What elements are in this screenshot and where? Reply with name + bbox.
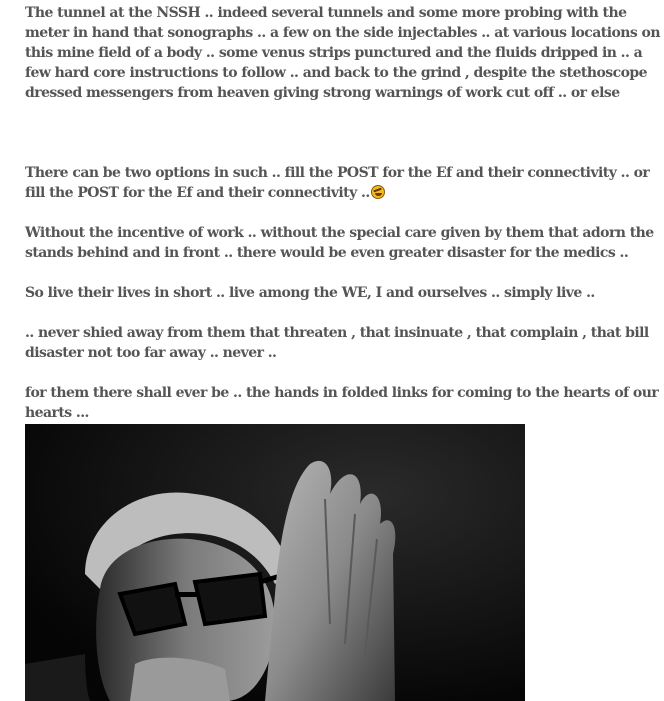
paragraph-3: Without the incentive of work .. without the special care given by them that adorn the stands behind and in front .. there would be even greater disaster for the medics .. bbox=[25, 225, 654, 261]
folded-hands-photo[interactable] bbox=[25, 424, 525, 701]
blog-post-body bbox=[25, 3, 664, 423]
spacer bbox=[25, 203, 664, 223]
paragraph-2-text: There can be two options in such .. fill the POST for the Ef and their connectivity .. or fill the POST for the Ef and their connectivity .. bbox=[25, 165, 650, 201]
paragraph-2 bbox=[25, 163, 664, 203]
spacer bbox=[25, 303, 664, 323]
laughing-emoji-icon bbox=[371, 185, 385, 199]
paragraph-6: for them there shall ever be .. the hands in folded links for coming to the hearts of our hearts ... bbox=[25, 385, 659, 421]
paragraph-4: So live their lives in short .. live among the WE, I and ourselves .. simply live .. bbox=[25, 285, 595, 301]
paragraph-1: The tunnel at the NSSH .. indeed several tunnels and some more probing with the meter in hand that sonographs .. a few on the side injectables .. at various locations on this mine field of a body .. some venus strips punctured and the fluids dripped in .. a few hard core instructions to follow .. and back to the grind , despite the stethoscope dressed messengers from heaven giving strong warnings of work cut off .. or else bbox=[25, 5, 660, 101]
paragraph-5: .. never shied away from them that threaten , that insinuate , that complain , that bill disaster not too far away .. never .. bbox=[25, 325, 649, 361]
photo-illustration bbox=[25, 424, 525, 701]
spacer bbox=[25, 363, 664, 383]
spacer bbox=[25, 263, 664, 283]
spacer bbox=[25, 103, 664, 163]
